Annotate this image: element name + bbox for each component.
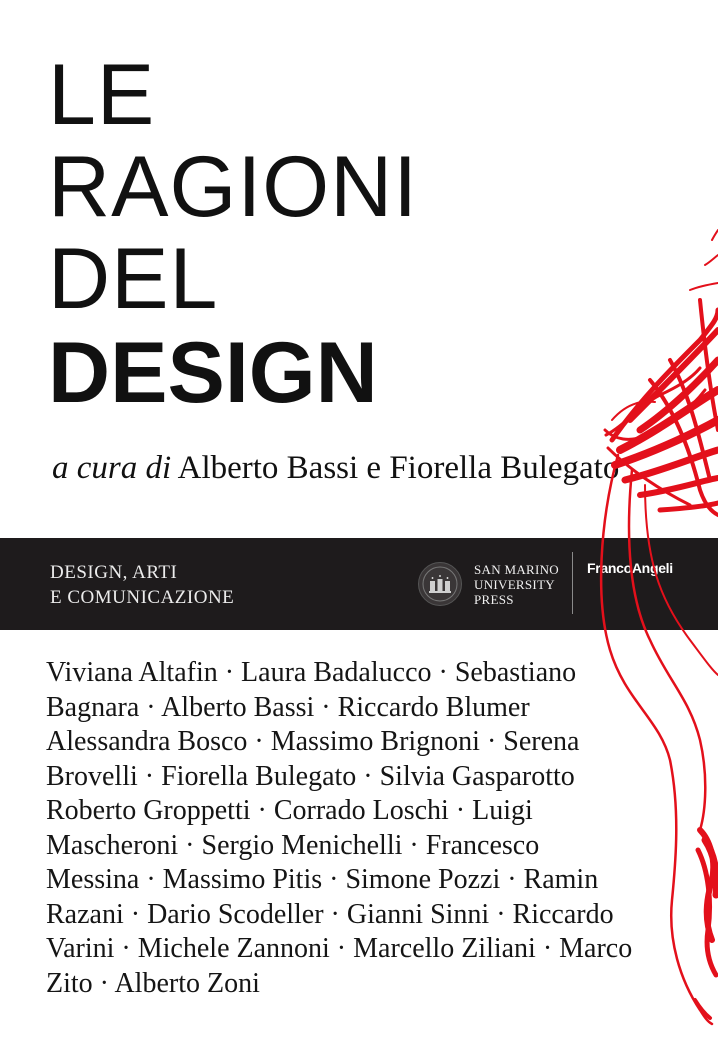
series-line-1: DESIGN, ARTI — [50, 562, 178, 583]
authors-line: Viviana Altafin · Laura Badalucco · Sebastiano — [46, 657, 577, 688]
publisher-logo: FrancoAngeli — [587, 560, 673, 576]
editors-line — [52, 450, 619, 487]
authors-line: Alessandra Bosco · Massimo Brignoni · Serena — [46, 726, 580, 757]
authors-line: Brovelli · Fiorella Bulegato · Silvia Gasparotto — [46, 760, 575, 792]
logo-divider — [572, 552, 573, 614]
university-seal-icon — [418, 562, 462, 606]
series-line-2: E COMUNICAZIONE — [50, 587, 235, 608]
series-band — [0, 538, 718, 630]
press-line-3: PRESS — [474, 592, 514, 607]
authors-line: Zito · Alberto Zoni — [46, 967, 260, 999]
title-line-3: DEL — [48, 231, 219, 327]
editors-prefix: a cura di — [52, 450, 172, 486]
authors-list — [46, 656, 686, 1001]
authors-line: Razani · Dario Scodeller · Gianni Sinni · Riccardo — [46, 898, 614, 930]
authors-line: Mascheroni · Sergio Menichelli · Francesco — [46, 829, 540, 861]
press-name — [474, 562, 559, 607]
series-name — [50, 560, 234, 610]
title-line-2: RAGIONI — [48, 139, 419, 235]
press-line-1: SAN MARINO — [474, 562, 559, 577]
authors-line: Roberto Groppetti · Corrado Loschi · Luigi — [46, 795, 533, 826]
title-line-4: DESIGN — [48, 325, 378, 421]
editors-names: Alberto Bassi e Fiorella Bulegato — [177, 450, 620, 486]
title-line-1: LE — [48, 47, 156, 143]
authors-line: Messina · Massimo Pitis · Simone Pozzi · Ramin — [46, 864, 599, 895]
press-line-2: UNIVERSITY — [474, 577, 555, 592]
authors-line: Bagnara · Alberto Bassi · Riccardo Blumer — [46, 691, 530, 723]
authors-line: Varini · Michele Zannoni · Marcello Ziliani · Marco — [46, 933, 633, 964]
